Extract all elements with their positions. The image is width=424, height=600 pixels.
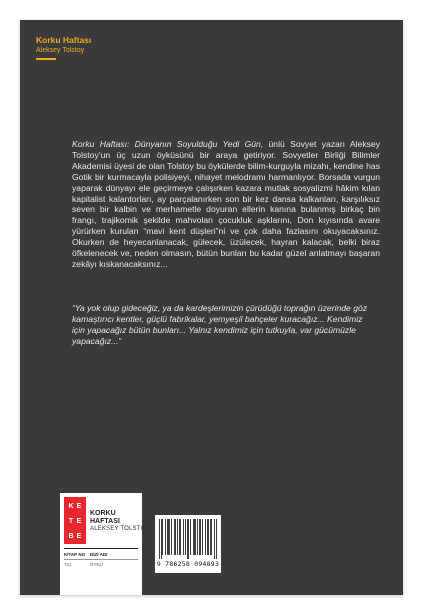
barcode-bar xyxy=(180,519,181,555)
header-author: Aleksey Tolstoy xyxy=(36,47,85,54)
logo-letter: E xyxy=(76,533,82,540)
info-book-author: ALEKSEY TOLSTOY xyxy=(90,526,150,532)
logo-letter: E xyxy=(76,503,82,510)
barcode-bar xyxy=(179,519,180,555)
header-divider xyxy=(36,58,56,60)
barcode-bar xyxy=(211,519,212,555)
info-divider xyxy=(64,548,138,549)
barcode-bar xyxy=(161,519,162,559)
logo-letter: T xyxy=(68,518,74,525)
publisher-info-box xyxy=(60,493,150,595)
value-book-number: 721 xyxy=(64,562,72,567)
pull-quote: “Ya yok olup gideceğiz, ya da kardeşlerimizin çürüdüğü toprağın üzerinde göz kamaştırıcı kentler, güçlü fabrikalar, yemyeşil bahçeler kuracağız... Kendimiz için yapacağız bütün bunları... Yalnız kendimiz için tutkuyla, var gücümüzle yapacağız...” xyxy=(72,303,368,346)
barcode-bar xyxy=(190,519,191,555)
barcode-bar xyxy=(194,519,195,555)
blurb-lead: Korku Haftası: Dünyanın Soyulduğu Yedi Gün, xyxy=(72,139,264,149)
barcode-bar xyxy=(195,519,196,555)
logo-letter: B xyxy=(68,533,74,540)
back-cover xyxy=(20,20,403,595)
barcode-bar xyxy=(202,519,203,555)
barcode-bar xyxy=(205,519,206,555)
logo-letter: E xyxy=(76,518,82,525)
barcode-bar xyxy=(169,519,170,555)
label-book-number: KİTAP NO xyxy=(64,552,86,557)
barcode-bar xyxy=(187,519,188,559)
barcode-bar xyxy=(168,519,169,555)
publisher-logo-icon xyxy=(64,497,86,544)
info-book-title xyxy=(90,510,120,526)
barcode-bar xyxy=(183,519,184,555)
barcode-bar xyxy=(165,519,166,555)
logo-letter: K xyxy=(68,503,74,510)
barcode-bar xyxy=(171,519,172,555)
blurb-paragraph xyxy=(72,139,380,270)
barcode-bar xyxy=(167,519,168,555)
barcode-bar xyxy=(174,519,175,555)
barcode-bar xyxy=(177,519,178,555)
barcode-bar xyxy=(159,519,160,559)
barcode-bar xyxy=(162,519,163,555)
barcode-bar xyxy=(185,519,186,555)
barcode-bar xyxy=(193,519,194,555)
value-series-name: ÖYKÜ xyxy=(90,562,103,567)
publisher-logo xyxy=(64,497,86,544)
barcode-bar xyxy=(200,519,201,555)
barcode-bar xyxy=(188,519,189,559)
info-divider-thin xyxy=(64,559,138,560)
barcode-icon xyxy=(158,519,218,559)
barcode-bar xyxy=(207,519,208,555)
isbn-barcode xyxy=(155,515,221,573)
header-book-title: Korku Haftası xyxy=(36,35,92,45)
info-book-title-line1: KORKU xyxy=(90,510,116,517)
barcode-bar xyxy=(210,519,211,555)
barcode-bar xyxy=(199,519,200,555)
barcode-bar xyxy=(214,519,215,559)
blurb-body: ünlü Sovyet yazarı Aleksey Tolstoy’un üç uzun öyküsünü bir araya getiriyor. Sovyetler Birliği Bilimler Akademisi üyesi de olan Tolstoy bu öykülerde bilim-kurguyla mizahı, kendine has Gotik bir kurmacayla polisiyeyi, nihayet melodramı harmanlıyor. Borsada vurgun yaparak dünyayı ele geçirmeye çalışırken kazara mutlak sosyalizmi hâkim kılan kapitalist kalantorları, ay parçalanırken son bir kez dansa kalkanları, karşılıksız seven bir kalbin ve merhametle doyuran ellerin kanına bulanmış birkaç bin frangı, trajikomik şekilde mahvolan çocukluk aşklarını, Don kıyısında avare yürürken kurulan “mavi kent düşleri”ni ve çok daha fazlasını okuyacaksınız. Okurken de heyecanlanacak, gülecek, üzülecek, hayran kalacak, belki biraz öfkelenecek ve, neden olmasın, bütün bunları bu kadar güzel anlatmayı başaran zekâyı kıskanacaksınız... xyxy=(72,139,380,269)
isbn-number: 9 786258 094893 xyxy=(156,560,220,568)
label-series-name: DİZİ ADI xyxy=(90,552,108,557)
barcode-bar xyxy=(208,519,209,555)
info-book-title-line2: HAFTASI xyxy=(90,518,120,525)
barcode-bar xyxy=(216,519,217,559)
barcode-bar xyxy=(175,519,176,555)
barcode-bar xyxy=(197,519,198,555)
